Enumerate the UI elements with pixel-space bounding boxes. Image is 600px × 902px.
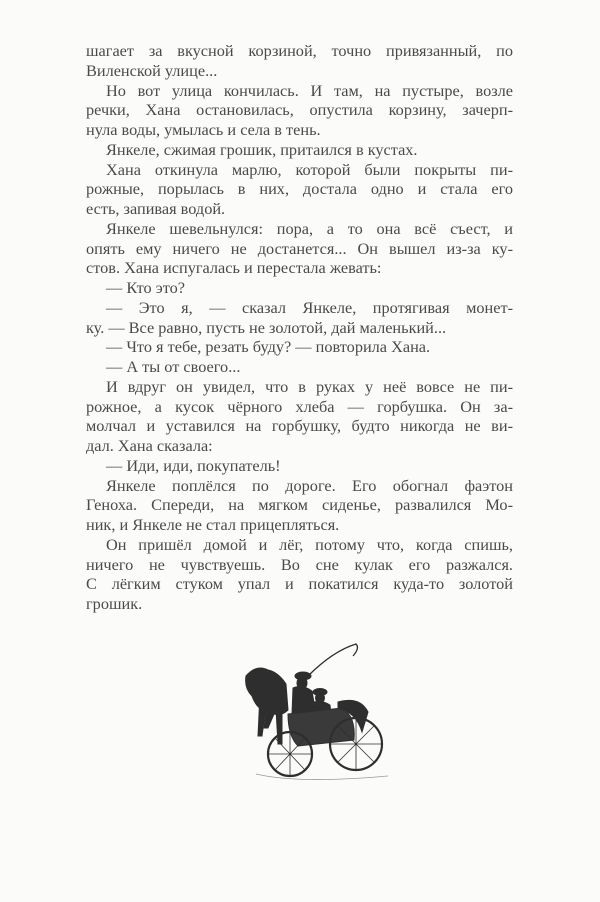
text-line: молчал и уставился на горбушку, будто никогда не ви-	[86, 416, 513, 436]
text-line: Янкеле шевельнулся: пора, а то она всё съест, и	[106, 218, 513, 238]
text-line: Янкеле поплёлся по дороге. Его обогнал фаэтон	[106, 475, 513, 495]
text-line: — Что я тебе, резать буду? — повторила Хана.	[106, 337, 431, 357]
text-line: — Иди, иди, покупатель!	[106, 455, 281, 475]
text-line: И вдруг он увидел, что в руках у неё вовсе не пи-	[106, 376, 513, 396]
text-line: опять ему ничего не достанется... Он вышел из-за ку-	[86, 238, 513, 258]
text-line: — А ты от своего...	[106, 357, 241, 376]
text-line: Он пришёл домой и лёг, потому что, когда спишь,	[106, 534, 513, 554]
text-line: — Это я, — сказал Янкеле, протягивая монет-	[106, 297, 513, 317]
text-line: С лёгким стуком упал и покатился куда-то золотой	[86, 574, 513, 594]
text-line: рожные, порылась в них, достала одно и стала его	[86, 179, 513, 199]
text-line: Янкеле, сжимая грошик, притаился в кустах.	[106, 139, 418, 159]
text-line: есть, запивая водой.	[86, 199, 226, 218]
text-line: Но вот улица кончилась. И там, на пустыре, возле	[106, 80, 513, 100]
text-line: речки, Хана остановилась, опустила корзину, зачерп-	[86, 100, 513, 120]
book-text	[86, 41, 513, 614]
text-line: ник, и Янкеле не стал прицепляться.	[86, 515, 340, 534]
text-line: нула воды, умылась и села в тень.	[86, 120, 321, 139]
text-line: грошик.	[86, 594, 143, 613]
carriage-illustration	[238, 636, 398, 796]
text-line: ничего не чувствуешь. Во сне кулак его разжался.	[86, 554, 513, 574]
text-line: ку. — Все равно, пусть не золотой, дай маленький...	[86, 317, 447, 337]
text-line: Геноха. Спереди, на мягком сиденье, развалился Мо-	[86, 495, 513, 515]
text-line: Виленской улице...	[86, 60, 218, 80]
text-line: стов. Хана испугалась и перестала жевать:	[86, 258, 382, 278]
text-line: Хана откинула марлю, которой были покрыты пи-	[106, 159, 513, 179]
text-line: шагает за вкусной корзиной, точно привязанный, по	[86, 41, 513, 60]
text-line: — Кто это?	[106, 278, 185, 297]
text-line: рожное, а кусок чёрного хлеба — горбушка. Он за-	[86, 396, 513, 416]
text-line: дал. Хана сказала:	[86, 436, 213, 455]
